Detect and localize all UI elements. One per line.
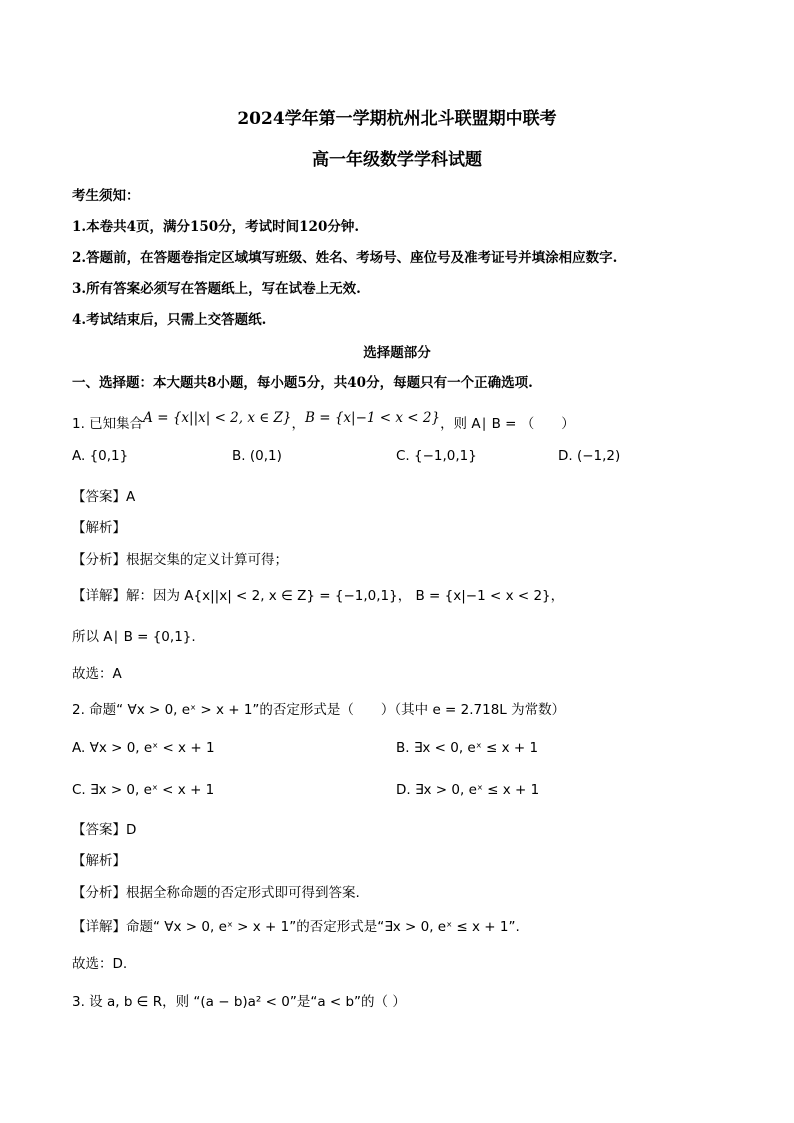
- q1-stem-pre: 1. 已知集合: [72, 416, 144, 432]
- section-instruction: 一、选择题：本大题共8小题，每小题5分，共40分，每题只有一个正确选项.: [72, 375, 533, 391]
- q1-detail: 【详解】解：因为 A{x||x| < 2, x ∈ Z} = {−1,0,1}， B = {x|−1 < x < 2}，: [72, 588, 565, 604]
- q2-detail: 【详解】命题“ ∀x > 0, eˣ > x + 1”的否定形式是“∃x > 0, eˣ ≤ x + 1”.: [72, 919, 520, 935]
- q1-option-a: A. {0,1}: [72, 448, 129, 464]
- q2-option-d: D. ∃x > 0, eˣ ≤ x + 1: [396, 782, 540, 798]
- q1-set-b: B = {x|−1 < x < 2}: [305, 410, 441, 426]
- q1-fenxi: 【分析】根据交集的定义计算可得；: [72, 552, 288, 568]
- q2-fenxi: 【分析】根据全称命题的否定形式即可得到答案.: [72, 885, 360, 901]
- q1-stem-post: ，则 A∣ B = （ ）: [440, 416, 575, 432]
- question-2-stem: 2. 命题“ ∀x > 0, eˣ > x + 1”的否定形式是（ ）（其中 e = 2.718L 为常数）: [72, 702, 566, 718]
- q2-option-a: A. ∀x > 0, eˣ < x + 1: [72, 740, 215, 756]
- notice-item-4: 4.考试结束后，只需上交答题纸.: [72, 312, 267, 328]
- q1-option-c: C. {−1,0,1}: [396, 448, 477, 464]
- question-1-stem: [72, 412, 575, 432]
- notice-item-3: 3.所有答案必须写在答题纸上，写在试卷上无效.: [72, 281, 361, 297]
- notice-heading: 考生须知：: [72, 188, 140, 204]
- q1-analysis-label: 【解析】: [72, 520, 126, 536]
- section-name: 选择题部分: [363, 345, 431, 361]
- q2-option-b: B. ∃x < 0, eˣ ≤ x + 1: [396, 740, 539, 756]
- q1-choose: 故选：A: [72, 666, 122, 682]
- notice-item-2: 2.答题前，在答题卷指定区域填写班级、姓名、考场号、座位号及准考证号并填涂相应数字.: [72, 250, 618, 266]
- q2-choose: 故选：D.: [72, 956, 128, 972]
- q1-result: 所以 A∣ B = {0,1}.: [72, 629, 196, 645]
- q2-option-c: C. ∃x > 0, eˣ < x + 1: [72, 782, 215, 798]
- notice-item-1: 1.本卷共4页，满分150分，考试时间120分钟.: [72, 219, 360, 235]
- q2-answer: 【答案】D: [72, 822, 137, 838]
- q2-analysis-label: 【解析】: [72, 853, 126, 869]
- question-3-stem: 3. 设 a, b ∈ R，则 “(a − b)a² < 0”是“a < b”的（ ）: [72, 994, 406, 1010]
- exam-title: 2024学年第一学期杭州北斗联盟期中联考: [237, 109, 557, 129]
- q1-set-a: A = {x||x| < 2, x ∈ Z}: [143, 410, 292, 426]
- q1-option-d: D. (−1,2): [558, 448, 621, 464]
- q1-answer: 【答案】A: [72, 489, 136, 505]
- q1-option-b: B. (0,1): [232, 448, 282, 464]
- q1-comma: ，: [291, 416, 306, 432]
- exam-subtitle: 高一年级数学学科试题: [312, 150, 482, 170]
